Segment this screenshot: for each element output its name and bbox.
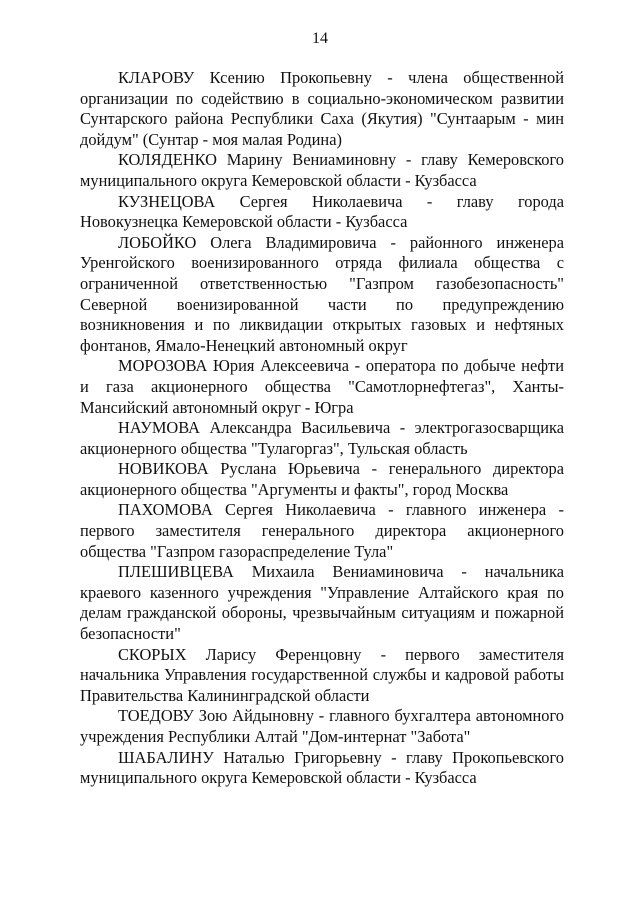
list-entry: КЛАРОВУ Ксению Прокопьевну - члена общественной организации по содействию в социально-экономическом развитии Сунтарского района Республики Саха (Якутия) "Сунтаарым - мин дойдум" (Сунтар - моя малая Родина) [80,68,564,149]
page-number: 14 [312,30,328,47]
award-list [80,68,564,789]
list-entry: КОЛЯДЕНКО Марину Вениаминовну - главу Кемеровского муниципального округа Кемеровской области - Кузбасса [80,150,564,190]
list-entry: ПЛЕШИВЦЕВА Михаила Вениаминовича - начальника краевого казенного учреждения "Управление Алтайского края по делам гражданской обороны, чрезвычайным ситуациям и пожарной безопасности" [80,562,564,644]
list-entry: ТОЕДОВУ Зою Айдыновну - главного бухгалтера автономного учреждения Республики Алтай "Дом-интернат "Забота" [80,706,564,746]
list-entry: ШАБАЛИНУ Наталью Григорьевну - главу Прокопьевского муниципального округа Кемеровской области - Кузбасса [80,747,564,788]
list-entry: НОВИКОВА Руслана Юрьевича - генерального директора акционерного общества "Аргументы и факты", город Москва [80,459,564,499]
list-entry: ПАХОМОВА Сергея Николаевича - главного инженера - первого заместителя генерального директора акционерного общества "Газпром газораспределение Тула" [80,500,564,561]
list-entry: ЛОБОЙКО Олега Владимировича - районного инженера Уренгойского военизированного отряда филиала общества с ограниченной ответственностью "Газпром газобезопасность" Северной военизированной части по предупреждению возникновения и по ликвидации открытых газовых и нефтяных фонтанов, Ямало-Ненецкий автономный округ [80,232,564,355]
list-entry: НАУМОВА Александра Васильевича - электрогазосварщика акционерного общества "Тулагоргаз", Тульская область [80,418,564,458]
list-entry: МОРОЗОВА Юрия Алексеевича - оператора по добыче нефти и газа акционерного общества "Самотлорнефтегаз", Ханты-Мансийский автономный округ - Югра [80,356,564,417]
list-entry: КУЗНЕЦОВА Сергея Николаевича - главу города Новокузнецка Кемеровской области - Кузбасса [80,191,564,232]
list-entry: СКОРЫХ Ларису Ференцовну - первого заместителя начальника Управления государственной службы и кадровой работы Правительства Калининградской области [80,644,564,705]
